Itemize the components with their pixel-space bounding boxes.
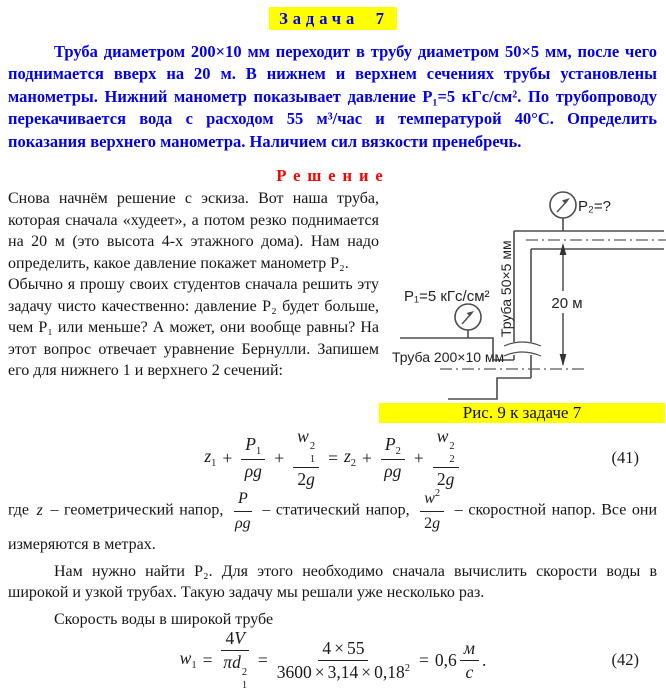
equation-42-number: (42) [611,650,639,670]
solution-heading-row [0,166,666,186]
height-label: 20 м [551,295,583,313]
narrow-pipe-label: Труба 50×5 мм [498,240,514,338]
wide-pipe-label: Труба 200×10 мм [392,349,505,366]
solution-heading: Решение [276,166,390,186]
explanation-segment: – скоростной напор. Все они измеряются в метрах. [8,501,658,554]
equation-41: $z_1$ + $\frac{P_1}{\rho g}$ + w 2 1 2g = $z_2$ + $\frac{P_2}{\rho g}$ + w 2 2 2g [204,426,461,489]
problem-title: Задача 7 [269,7,397,30]
velocity-head-fraction: $\frac{w^2}{2g}$ [417,488,447,534]
solution-text-column [8,188,379,382]
var-z-math: z [36,502,43,520]
equation-41-row [0,426,666,489]
solution-paragraph-4: Скорость воды в широкой трубе [54,610,274,628]
gauge-p1-label: P₁=5 кГс/см² [404,288,490,306]
equation-41-number: (41) [611,448,639,468]
static-head-fraction: $\frac{P}{\rho g}$ [234,490,251,532]
equation-41-explanation [8,488,657,556]
solution-paragraph-3: Нам нужно найти P₂. Для этого необходимо сначала вычислить скорости воды в широкой и узкой трубах. Такую задачу мы решали уже несколько раз. [8,562,657,602]
equation-42-row [0,628,666,691]
solution-paragraph-2: Обычно я прошу своих студентов сначала решить эту задачу чисто качественно: давление P₂ будет больше, чем P₁ или меньше? А может, они вообще равны? На этот вопрос отвечает уравнение Бернулли. Запишем его для нижнего 1 и верхнего 2 сечений: [8,276,379,380]
problem-title-row [0,0,666,29]
equation-42: $w_1$ = 4V πd 2 1 = $\frac{4 \times 55}{3600 \times 3,14 \times 0,18^2}$ = 0,6 $\frac{м}{с}$ . [179,628,487,691]
problem-statement: Труба диаметром 200×10 мм переходит в трубу диаметром 50×5 мм, после чего поднимается вверх на 20 м. В нижнем и верхнем сечениях трубы установлены манометры. Нижний манометр показывает давление P₁=5 кГс/см². По трубопроводу перекачивается вода с расходом 55 м³/час и температурой 40°С. Определить показания верхнего манометра. Наличием сил вязкости пренебречь. [8,42,657,151]
explanation-segment: где [8,501,35,519]
figure-caption: Рис. 9 к задаче 7 [462,403,582,423]
pipe-walls [400,231,664,399]
pipe-diagram [378,188,666,428]
solution-content-row [0,188,666,428]
explanation-segment: – статический напор, [256,501,416,519]
pipe-break-icon [504,342,541,356]
figure-pipe-sketch [378,188,666,428]
manometer-gauge-p2-icon [550,192,576,231]
solution-paragraph-1: Снова начнём решение с эскиза. Вот наша труба, которая сначала «худеет», а потом резко поднимается на 20 м (это высота 4-х этажного дома). Нам надо определить, какое давление покажет манометр P₂. [8,190,379,272]
gauge-p2-label: P₂=? [578,198,611,216]
manometer-gauge-p1-icon [455,304,481,338]
explanation-segment: – геометрический напор, [44,501,229,519]
